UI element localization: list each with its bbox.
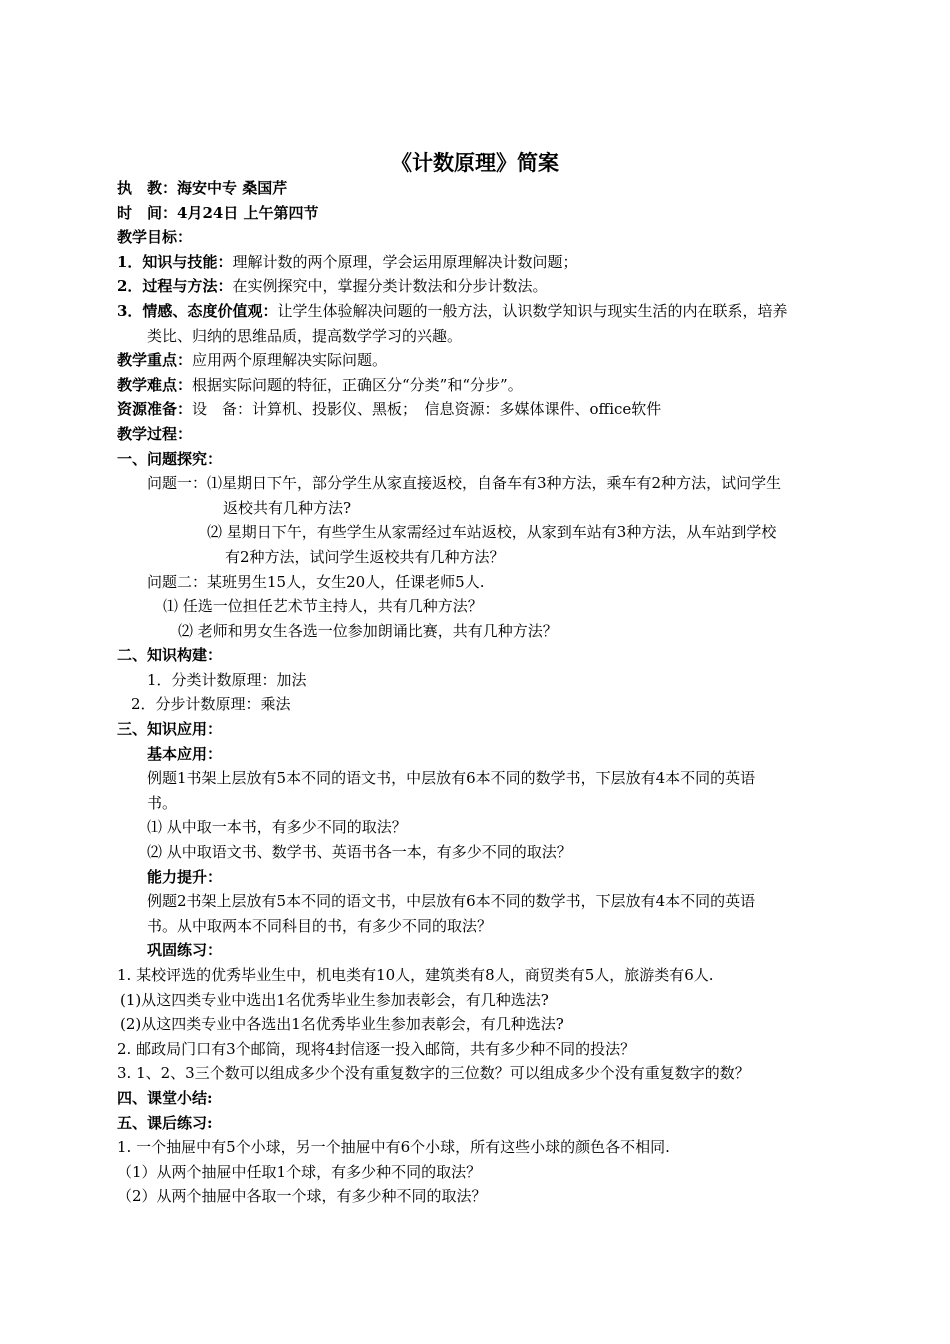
objective-3-continued: 类比、归纳的思维品质，提高数学学习的兴趣。 <box>147 326 463 345</box>
objective-text: 让学生体验解决问题的一般方法，认识数学知识与现实生活的内在联系，培养 <box>277 301 788 320</box>
objective-text: 理解计数的两个原理，学会运用原理解决计数问题； <box>232 252 578 271</box>
section-heading: 三、知识应用： <box>117 720 223 739</box>
difficulty-text: 根据实际问题的特征，正确区分“分类”和“分步”。 <box>192 375 523 394</box>
teacher-value: 海安中专 桑国芹 <box>177 179 288 197</box>
teacher-line <box>117 176 845 201</box>
process-heading: 教学过程： <box>117 424 193 443</box>
time-line <box>117 201 845 226</box>
resources-line <box>117 397 845 422</box>
teacher-label: 执 教： <box>117 179 178 197</box>
section-heading: 一、问题探究： <box>117 449 223 468</box>
question-2-part-2: ⑵ 老师和男女生各选一位参加朗诵比赛，共有几种方法？ <box>178 621 558 640</box>
document-body <box>117 176 845 1209</box>
question-1-part-2: ⑵ 星期日下午，有些学生从家需经过车站返校，从家到车站有3种方法，从车站到学校 <box>207 523 777 542</box>
section-heading: 五、课后练习: <box>117 1113 213 1132</box>
example-1: 例题1书架上层放有5本不同的语文书，中层放有6本不同的数学书，下层放有4本不同的英语 <box>147 769 756 788</box>
example-2: 例题2书架上层放有5本不同的语文书，中层放有6本不同的数学书，下层放有4本不同的英语 <box>147 892 756 911</box>
example-1-question-2: ⑵ 从中取语文书、数学书、英语书各一本，有多少不同的取法？ <box>147 843 572 862</box>
example-2-continued: 书。从中取两本不同科目的书，有多少不同的取法？ <box>147 916 493 935</box>
difficulty-label: 教学难点： <box>117 375 193 394</box>
key-point-label: 教学重点： <box>117 351 193 370</box>
time-value: 4月24日 上午第四节 <box>177 203 319 222</box>
practice-3: 3. 1、2、3三个数可以组成多少个没有重复数字的三位数？可以组成多少个没有重复数字的数？ <box>117 1064 750 1083</box>
advanced-heading: 能力提升： <box>147 867 223 886</box>
homework-1-question-2: （2）从两个抽屉中各取一个球，有多少种不同的取法？ <box>117 1187 487 1206</box>
objective-label: 2．过程与方法： <box>117 277 233 296</box>
section-heading: 四、课堂小结: <box>117 1088 213 1107</box>
practice-1: 1. 某校评选的优秀毕业生中，机电类有10人，建筑类有8人，商贸类有5人，旅游类有6人. <box>117 966 714 984</box>
homework-1-question-1: （1）从两个抽屉中任取1个球，有多少种不同的取法？ <box>117 1162 482 1181</box>
resources-label: 资源准备： <box>117 400 193 419</box>
basic-application-heading: 基本应用： <box>147 744 223 763</box>
objectives-heading: 教学目标： <box>117 228 193 247</box>
question-2: 问题二：某班男生15人，女生20人，任课老师5人. <box>147 572 485 591</box>
example-1-question-1: ⑴ 从中取一本书，有多少不同的取法？ <box>147 818 407 837</box>
homework-1: 1. 一个抽屉中有5个小球，另一个抽屉中有6个小球，所有这些小球的颜色各不相同. <box>117 1138 670 1157</box>
question-1-part-1: 问题一：⑴星期日下午，部分学生从家直接返校，自备车有3种方法，乘车有2种方法，试问学生 <box>147 474 782 493</box>
objective-text: 在实例探究中，掌握分类计数法和分步计数法。 <box>232 277 548 296</box>
principle-1: 1．分类计数原理：加法 <box>147 670 307 689</box>
question-1-part-2-continued: 有2种方法，试问学生返校共有几种方法？ <box>225 547 505 566</box>
difficulty-line <box>117 373 845 398</box>
time-label: 时 间： <box>117 203 178 222</box>
objective-label: 1．知识与技能： <box>117 252 233 271</box>
practice-2: 2. 邮政局门口有3个邮筒，现将4封信逐一投入邮筒，共有多少种不同的投法？ <box>117 1039 636 1058</box>
example-1-continued: 书。 <box>147 793 178 812</box>
practice-heading: 巩固练习： <box>147 941 223 960</box>
practice-1-question-1: (1)从这四类专业中选出1名优秀毕业生参加表彰会，有几种选法? <box>120 990 549 1009</box>
principle-2: 2．分步计数原理：乘法 <box>131 695 291 714</box>
practice-1-question-2: (2)从这四类专业中各选出1名优秀毕业生参加表彰会，有几种选法? <box>120 1015 564 1034</box>
resources-text: 设 备：计算机、投影仪、黑板； 信息资源：多媒体课件、office软件 <box>192 400 662 419</box>
objective-1 <box>117 250 845 275</box>
objective-2 <box>117 274 845 299</box>
question-2-part-1: ⑴ 任选一位担任艺术节主持人，共有几种方法？ <box>163 597 483 616</box>
section-heading: 二、知识构建： <box>117 646 223 665</box>
objective-3 <box>117 299 845 324</box>
key-point-line <box>117 348 845 373</box>
document-title: 《计数原理》简案 <box>391 150 559 175</box>
key-point-text: 应用两个原理解决实际问题。 <box>192 351 388 370</box>
question-1-part-1-continued: 返校共有几种方法? <box>223 498 352 517</box>
objective-label: 3．情感、态度价值观： <box>117 301 278 320</box>
